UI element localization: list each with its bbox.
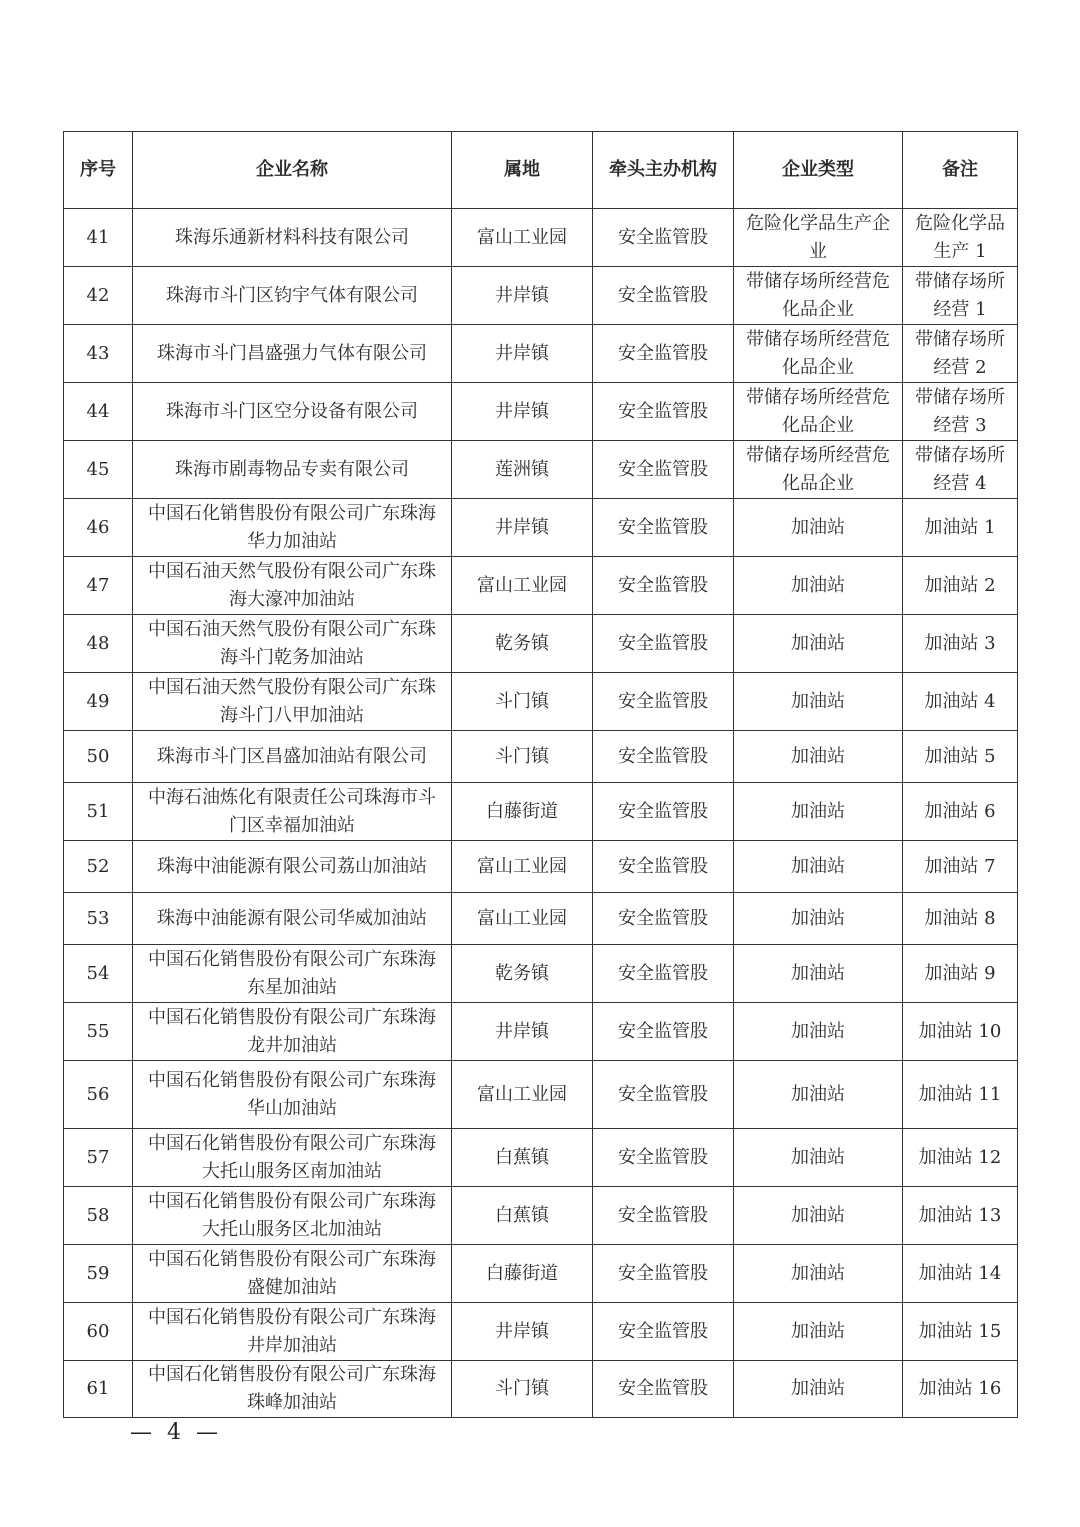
cell-enterprise-name: 珠海中油能源有限公司荔山加油站 — [133, 841, 452, 893]
cell-serial-no: 46 — [64, 499, 133, 557]
cell-serial-no: 57 — [64, 1129, 133, 1187]
cell-lead-agency: 安全监管股 — [593, 673, 734, 731]
table-header-row — [64, 132, 1018, 209]
cell-remark: 加油站 5 — [903, 731, 1018, 783]
cell-locality: 白藤街道 — [452, 783, 593, 841]
header-serial-no: 序号 — [64, 132, 133, 209]
cell-enterprise-type: 加油站 — [734, 615, 903, 673]
cell-serial-no: 54 — [64, 945, 133, 1003]
page-number: — 4 — — [130, 1420, 222, 1445]
cell-locality: 富山工业园 — [452, 209, 593, 267]
cell-remark: 加油站 2 — [903, 557, 1018, 615]
cell-enterprise-type: 加油站 — [734, 945, 903, 1003]
cell-enterprise-type: 加油站 — [734, 1187, 903, 1245]
table-row — [64, 1361, 1018, 1418]
cell-enterprise-type: 加油站 — [734, 783, 903, 841]
cell-lead-agency: 安全监管股 — [593, 557, 734, 615]
cell-enterprise-name: 珠海市斗门区空分设备有限公司 — [133, 383, 452, 441]
table-row — [64, 673, 1018, 731]
cell-locality: 井岸镇 — [452, 325, 593, 383]
cell-serial-no: 52 — [64, 841, 133, 893]
cell-serial-no: 44 — [64, 383, 133, 441]
cell-enterprise-name: 中海石油炼化有限责任公司珠海市斗门区幸福加油站 — [133, 783, 452, 841]
cell-locality: 白蕉镇 — [452, 1187, 593, 1245]
cell-enterprise-name: 中国石化销售股份有限公司广东珠海大托山服务区南加油站 — [133, 1129, 452, 1187]
cell-enterprise-type: 加油站 — [734, 1245, 903, 1303]
table-row — [64, 557, 1018, 615]
cell-enterprise-name: 中国石油天然气股份有限公司广东珠海斗门乾务加油站 — [133, 615, 452, 673]
cell-lead-agency: 安全监管股 — [593, 209, 734, 267]
cell-enterprise-type: 加油站 — [734, 673, 903, 731]
cell-enterprise-type: 加油站 — [734, 1303, 903, 1361]
cell-locality: 莲洲镇 — [452, 441, 593, 499]
cell-locality: 乾务镇 — [452, 615, 593, 673]
cell-locality: 井岸镇 — [452, 267, 593, 325]
cell-enterprise-name: 中国石化销售股份有限公司广东珠海龙井加油站 — [133, 1003, 452, 1061]
cell-enterprise-name: 中国石化销售股份有限公司广东珠海盛健加油站 — [133, 1245, 452, 1303]
cell-enterprise-type: 危险化学品生产企业 — [734, 209, 903, 267]
table-row — [64, 945, 1018, 1003]
cell-locality: 富山工业园 — [452, 893, 593, 945]
cell-remark: 带储存场所经营 3 — [903, 383, 1018, 441]
cell-remark: 加油站 12 — [903, 1129, 1018, 1187]
cell-lead-agency: 安全监管股 — [593, 441, 734, 499]
cell-remark: 加油站 1 — [903, 499, 1018, 557]
cell-lead-agency: 安全监管股 — [593, 893, 734, 945]
table-row — [64, 1245, 1018, 1303]
cell-locality: 井岸镇 — [452, 499, 593, 557]
table-row — [64, 267, 1018, 325]
cell-enterprise-name: 珠海市斗门区钧宇气体有限公司 — [133, 267, 452, 325]
cell-enterprise-name: 珠海乐通新材料科技有限公司 — [133, 209, 452, 267]
cell-enterprise-type: 带储存场所经营危化品企业 — [734, 325, 903, 383]
cell-lead-agency: 安全监管股 — [593, 1061, 734, 1129]
cell-locality: 富山工业园 — [452, 557, 593, 615]
cell-enterprise-type: 带储存场所经营危化品企业 — [734, 441, 903, 499]
cell-enterprise-type: 带储存场所经营危化品企业 — [734, 267, 903, 325]
cell-serial-no: 60 — [64, 1303, 133, 1361]
table-row — [64, 731, 1018, 783]
cell-enterprise-type: 加油站 — [734, 1361, 903, 1418]
cell-remark: 加油站 9 — [903, 945, 1018, 1003]
cell-lead-agency: 安全监管股 — [593, 615, 734, 673]
cell-enterprise-type: 加油站 — [734, 557, 903, 615]
cell-serial-no: 55 — [64, 1003, 133, 1061]
cell-serial-no: 42 — [64, 267, 133, 325]
header-enterprise-name: 企业名称 — [133, 132, 452, 209]
header-locality: 属地 — [452, 132, 593, 209]
cell-lead-agency: 安全监管股 — [593, 731, 734, 783]
cell-enterprise-name: 中国石化销售股份有限公司广东珠海珠峰加油站 — [133, 1361, 452, 1418]
cell-lead-agency: 安全监管股 — [593, 267, 734, 325]
header-enterprise-type: 企业类型 — [734, 132, 903, 209]
enterprise-table-container — [63, 131, 1017, 1418]
cell-locality: 井岸镇 — [452, 1003, 593, 1061]
table-row — [64, 499, 1018, 557]
cell-serial-no: 47 — [64, 557, 133, 615]
cell-lead-agency: 安全监管股 — [593, 1003, 734, 1061]
cell-enterprise-name: 中国石化销售股份有限公司广东珠海东星加油站 — [133, 945, 452, 1003]
cell-enterprise-name: 中国石化销售股份有限公司广东珠海华力加油站 — [133, 499, 452, 557]
cell-serial-no: 50 — [64, 731, 133, 783]
cell-locality: 白藤街道 — [452, 1245, 593, 1303]
cell-serial-no: 61 — [64, 1361, 133, 1418]
cell-enterprise-name: 中国石油天然气股份有限公司广东珠海斗门八甲加油站 — [133, 673, 452, 731]
cell-locality: 白蕉镇 — [452, 1129, 593, 1187]
table-row — [64, 841, 1018, 893]
table-row — [64, 1003, 1018, 1061]
cell-lead-agency: 安全监管股 — [593, 841, 734, 893]
cell-locality: 斗门镇 — [452, 731, 593, 783]
cell-remark: 危险化学品生产 1 — [903, 209, 1018, 267]
cell-lead-agency: 安全监管股 — [593, 1187, 734, 1245]
cell-serial-no: 49 — [64, 673, 133, 731]
cell-remark: 加油站 14 — [903, 1245, 1018, 1303]
cell-enterprise-name: 珠海市剧毒物品专卖有限公司 — [133, 441, 452, 499]
cell-enterprise-name: 中国石化销售股份有限公司广东珠海大托山服务区北加油站 — [133, 1187, 452, 1245]
cell-lead-agency: 安全监管股 — [593, 383, 734, 441]
cell-lead-agency: 安全监管股 — [593, 325, 734, 383]
cell-enterprise-name: 中国石油天然气股份有限公司广东珠海大濠冲加油站 — [133, 557, 452, 615]
cell-enterprise-type: 带储存场所经营危化品企业 — [734, 383, 903, 441]
cell-remark: 加油站 13 — [903, 1187, 1018, 1245]
cell-enterprise-type: 加油站 — [734, 1003, 903, 1061]
cell-enterprise-name: 珠海市斗门区昌盛加油站有限公司 — [133, 731, 452, 783]
cell-remark: 加油站 8 — [903, 893, 1018, 945]
table-body — [64, 209, 1018, 1418]
cell-enterprise-type: 加油站 — [734, 841, 903, 893]
cell-locality: 斗门镇 — [452, 1361, 593, 1418]
cell-serial-no: 59 — [64, 1245, 133, 1303]
cell-enterprise-type: 加油站 — [734, 1061, 903, 1129]
cell-lead-agency: 安全监管股 — [593, 499, 734, 557]
cell-remark: 加油站 7 — [903, 841, 1018, 893]
cell-enterprise-name: 珠海中油能源有限公司华威加油站 — [133, 893, 452, 945]
cell-remark: 加油站 6 — [903, 783, 1018, 841]
cell-remark: 带储存场所经营 2 — [903, 325, 1018, 383]
table-row — [64, 783, 1018, 841]
table-row — [64, 325, 1018, 383]
cell-serial-no: 41 — [64, 209, 133, 267]
cell-remark: 带储存场所经营 1 — [903, 267, 1018, 325]
header-remark: 备注 — [903, 132, 1018, 209]
cell-enterprise-name: 珠海市斗门昌盛强力气体有限公司 — [133, 325, 452, 383]
cell-enterprise-type: 加油站 — [734, 893, 903, 945]
cell-lead-agency: 安全监管股 — [593, 1245, 734, 1303]
header-lead-agency: 牵头主办机构 — [593, 132, 734, 209]
cell-lead-agency: 安全监管股 — [593, 1361, 734, 1418]
cell-locality: 井岸镇 — [452, 383, 593, 441]
cell-serial-no: 43 — [64, 325, 133, 383]
cell-serial-no: 58 — [64, 1187, 133, 1245]
cell-remark: 加油站 16 — [903, 1361, 1018, 1418]
cell-enterprise-type: 加油站 — [734, 499, 903, 557]
cell-serial-no: 48 — [64, 615, 133, 673]
cell-locality: 斗门镇 — [452, 673, 593, 731]
cell-remark: 加油站 11 — [903, 1061, 1018, 1129]
table-row — [64, 383, 1018, 441]
cell-lead-agency: 安全监管股 — [593, 783, 734, 841]
cell-serial-no: 45 — [64, 441, 133, 499]
table-row — [64, 1187, 1018, 1245]
cell-remark: 加油站 4 — [903, 673, 1018, 731]
table-row — [64, 1061, 1018, 1129]
cell-serial-no: 56 — [64, 1061, 133, 1129]
table-row — [64, 893, 1018, 945]
cell-enterprise-name: 中国石化销售股份有限公司广东珠海华山加油站 — [133, 1061, 452, 1129]
cell-lead-agency: 安全监管股 — [593, 945, 734, 1003]
table-row — [64, 1303, 1018, 1361]
cell-enterprise-type: 加油站 — [734, 731, 903, 783]
cell-locality: 富山工业园 — [452, 841, 593, 893]
cell-locality: 富山工业园 — [452, 1061, 593, 1129]
enterprise-table — [63, 131, 1018, 1418]
cell-serial-no: 51 — [64, 783, 133, 841]
table-row — [64, 1129, 1018, 1187]
cell-remark: 带储存场所经营 4 — [903, 441, 1018, 499]
cell-enterprise-type: 加油站 — [734, 1129, 903, 1187]
cell-remark: 加油站 3 — [903, 615, 1018, 673]
cell-lead-agency: 安全监管股 — [593, 1303, 734, 1361]
cell-locality: 乾务镇 — [452, 945, 593, 1003]
cell-serial-no: 53 — [64, 893, 133, 945]
cell-remark: 加油站 10 — [903, 1003, 1018, 1061]
table-row — [64, 615, 1018, 673]
cell-locality: 井岸镇 — [452, 1303, 593, 1361]
cell-lead-agency: 安全监管股 — [593, 1129, 734, 1187]
cell-remark: 加油站 15 — [903, 1303, 1018, 1361]
table-row — [64, 209, 1018, 267]
table-row — [64, 441, 1018, 499]
cell-enterprise-name: 中国石化销售股份有限公司广东珠海井岸加油站 — [133, 1303, 452, 1361]
